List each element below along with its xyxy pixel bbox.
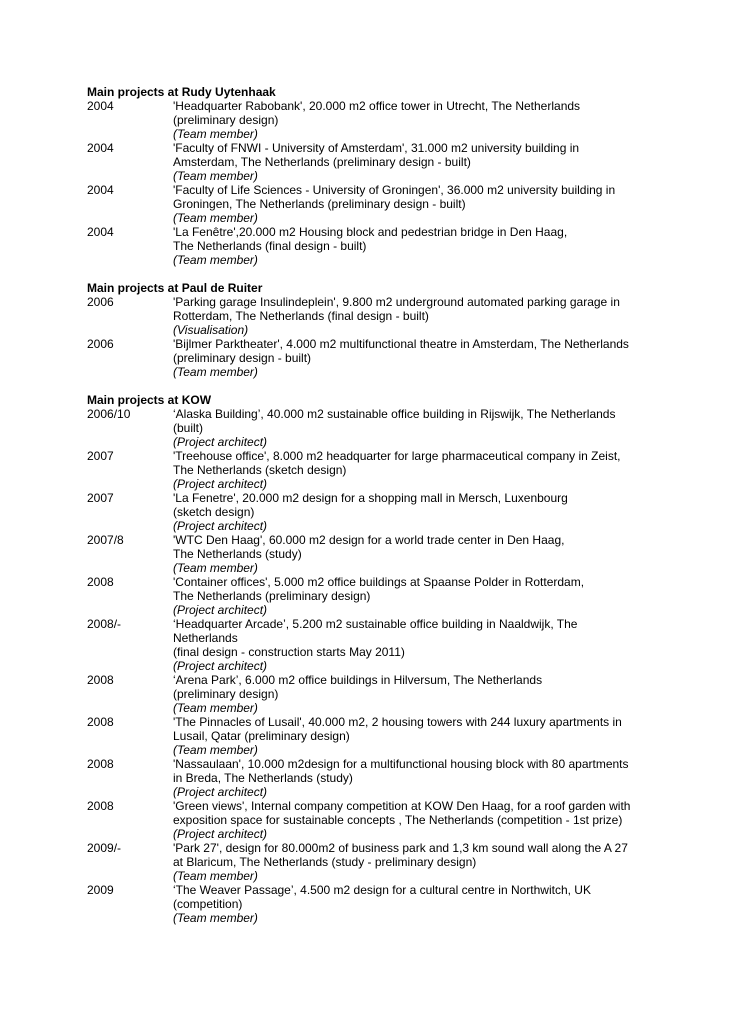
project-description-line: Netherlands	[173, 631, 238, 645]
project-role: (Project architect)	[173, 603, 268, 617]
project-description	[173, 491, 687, 533]
project-description-line: Amsterdam, The Netherlands (preliminary design - built)	[173, 155, 471, 169]
project-description	[173, 449, 687, 491]
project-role: (Team member)	[173, 561, 258, 575]
project-description	[173, 575, 687, 617]
project-role: (Project architect)	[173, 659, 268, 673]
project-role: (Project architect)	[173, 435, 268, 449]
project-description-line: (competition)	[173, 897, 243, 911]
project-entry	[87, 757, 687, 799]
projects-section	[87, 393, 687, 925]
project-year: 2004	[87, 225, 114, 239]
project-entry	[87, 449, 687, 491]
project-role: (Team member)	[173, 211, 258, 225]
project-description-line: exposition space for sustainable concepts , The Netherlands (competition - 1st prize)	[173, 813, 623, 827]
project-entry	[87, 183, 687, 225]
project-year: 2008	[87, 715, 114, 729]
project-entry	[87, 575, 687, 617]
project-year: 2004	[87, 183, 114, 197]
project-description	[173, 295, 687, 337]
project-description	[173, 841, 687, 883]
project-role: (Visualisation)	[173, 323, 249, 337]
project-role: (Project architect)	[173, 827, 268, 841]
project-entry	[87, 673, 687, 715]
project-list	[87, 85, 687, 939]
project-description-line: (preliminary design - built)	[173, 351, 312, 365]
project-entry	[87, 883, 687, 925]
project-description-line: Lusail, Qatar (preliminary design)	[173, 729, 350, 743]
project-description-line: ‘Alaska Building’, 40.000 m2 sustainable office building in Rijswijk, The Netherlands	[173, 407, 616, 421]
project-description-line: The Netherlands (final design - built)	[173, 239, 367, 253]
project-year: 2007/8	[87, 533, 124, 547]
section-heading: Main projects at Rudy Uytenhaak	[87, 85, 276, 99]
project-role: (Team member)	[173, 701, 258, 715]
project-entry	[87, 407, 687, 449]
project-description-line: 'Bijlmer Parktheater', 4.000 m2 multifunctional theatre in Amsterdam, The Netherlands	[173, 337, 629, 351]
project-entry	[87, 491, 687, 533]
project-description-line: 'Faculty of Life Sciences - University of Groningen', 36.000 m2 university building in	[173, 183, 616, 197]
project-description-line: 'Container offices', 5.000 m2 office buildings at Spaanse Polder in Rotterdam,	[173, 575, 585, 589]
project-role: (Team member)	[173, 911, 258, 925]
project-year: 2008	[87, 575, 114, 589]
project-description-line: 'Parking garage Insulindeplein', 9.800 m2 underground automated parking garage in	[173, 295, 620, 309]
project-description-line: 'The Pinnacles of Lusail', 40.000 m2, 2 housing towers with 244 luxury apartments in	[173, 715, 622, 729]
project-description-line: Groningen, The Netherlands (preliminary design - built)	[173, 197, 466, 211]
project-year: 2008	[87, 757, 114, 771]
project-role: (Project architect)	[173, 477, 268, 491]
project-description-line: (sketch design)	[173, 505, 255, 519]
project-description	[173, 225, 687, 267]
project-year: 2008	[87, 799, 114, 813]
project-description	[173, 673, 687, 715]
project-role: (Team member)	[173, 169, 258, 183]
project-role: (Project architect)	[173, 519, 268, 533]
project-description	[173, 337, 687, 379]
project-entry	[87, 141, 687, 183]
project-entry	[87, 533, 687, 575]
project-role: (Team member)	[173, 743, 258, 757]
project-description-line: The Netherlands (sketch design)	[173, 463, 347, 477]
project-entry	[87, 715, 687, 757]
project-role: (Team member)	[173, 253, 258, 267]
project-entry	[87, 841, 687, 883]
project-description-line: (preliminary design)	[173, 113, 279, 127]
project-description-line: 'WTC Den Haag', 60.000 m2 design for a world trade center in Den Haag,	[173, 533, 565, 547]
project-description-line: 'Faculty of FNWI - University of Amsterdam', 31.000 m2 university building in	[173, 141, 580, 155]
project-year: 2009/-	[87, 841, 122, 855]
project-year: 2004	[87, 99, 114, 113]
project-description	[173, 799, 687, 841]
project-description	[173, 407, 687, 449]
project-description	[173, 715, 687, 757]
project-role: (Project architect)	[173, 785, 268, 799]
project-year: 2007	[87, 449, 114, 463]
project-description	[173, 141, 687, 183]
project-year: 2008/-	[87, 617, 122, 631]
project-entry	[87, 225, 687, 267]
project-year: 2008	[87, 673, 114, 687]
project-description-line: The Netherlands (preliminary design)	[173, 589, 371, 603]
project-description-line: 'Green views', Internal company competition at KOW Den Haag, for a roof garden with	[173, 799, 631, 813]
project-year: 2007	[87, 491, 114, 505]
project-role: (Team member)	[173, 365, 258, 379]
project-role: (Team member)	[173, 869, 258, 883]
project-description-line: (built)	[173, 421, 204, 435]
project-year: 2006	[87, 295, 114, 309]
project-description	[173, 183, 687, 225]
project-entry	[87, 617, 687, 673]
project-description-line: The Netherlands (study)	[173, 547, 302, 561]
project-description	[173, 99, 687, 141]
project-description-line: 'Nassaulaan', 10.000 m2design for a multifunctional housing block with 80 apartments	[173, 757, 629, 771]
section-heading: Main projects at KOW	[87, 393, 212, 407]
project-description-line: 'Treehouse office', 8.000 m2 headquarter for large pharmaceutical company in Zeist,	[173, 449, 621, 463]
project-entry	[87, 337, 687, 379]
project-description-line: ‘The Weaver Passage’, 4.500 m2 design for a cultural centre in Northwitch, UK	[173, 883, 591, 897]
projects-section	[87, 85, 687, 267]
project-description-line: (preliminary design)	[173, 687, 279, 701]
project-description-line: at Blaricum, The Netherlands (study - preliminary design)	[173, 855, 477, 869]
section-heading: Main projects at Paul de Ruiter	[87, 281, 263, 295]
project-description-line: 'La Fenêtre',20.000 m2 Housing block and pedestrian bridge in Den Haag,	[173, 225, 568, 239]
project-description-line: Rotterdam, The Netherlands (final design - built)	[173, 309, 429, 323]
project-description	[173, 883, 687, 925]
project-year: 2006	[87, 337, 114, 351]
project-entry	[87, 295, 687, 337]
project-description-line: 'Park 27', design for 80.000m2 of business park and 1,3 km sound wall along the A 27	[173, 841, 628, 855]
project-description-line: ‘Arena Park’, 6.000 m2 office buildings in Hilversum, The Netherlands	[173, 673, 543, 687]
project-description	[173, 533, 687, 575]
project-description-line: in Breda, The Netherlands (study)	[173, 771, 353, 785]
project-year: 2004	[87, 141, 114, 155]
project-description-line: ‘Headquarter Arcade’, 5.200 m2 sustainable office building in Naaldwijk, The	[173, 617, 578, 631]
project-description-line: 'Headquarter Rabobank', 20.000 m2 office tower in Utrecht, The Netherlands	[173, 99, 581, 113]
projects-section	[87, 281, 687, 379]
project-year: 2009	[87, 883, 114, 897]
project-description-line: (final design - construction starts May 2011)	[173, 645, 405, 659]
project-entry	[87, 99, 687, 141]
project-description-line: 'La Fenetre', 20.000 m2 design for a shopping mall in Mersch, Luxenbourg	[173, 491, 568, 505]
project-entry	[87, 799, 687, 841]
project-role: (Team member)	[173, 127, 258, 141]
project-description	[173, 757, 687, 799]
project-year: 2006/10	[87, 407, 131, 421]
project-description	[173, 617, 687, 673]
